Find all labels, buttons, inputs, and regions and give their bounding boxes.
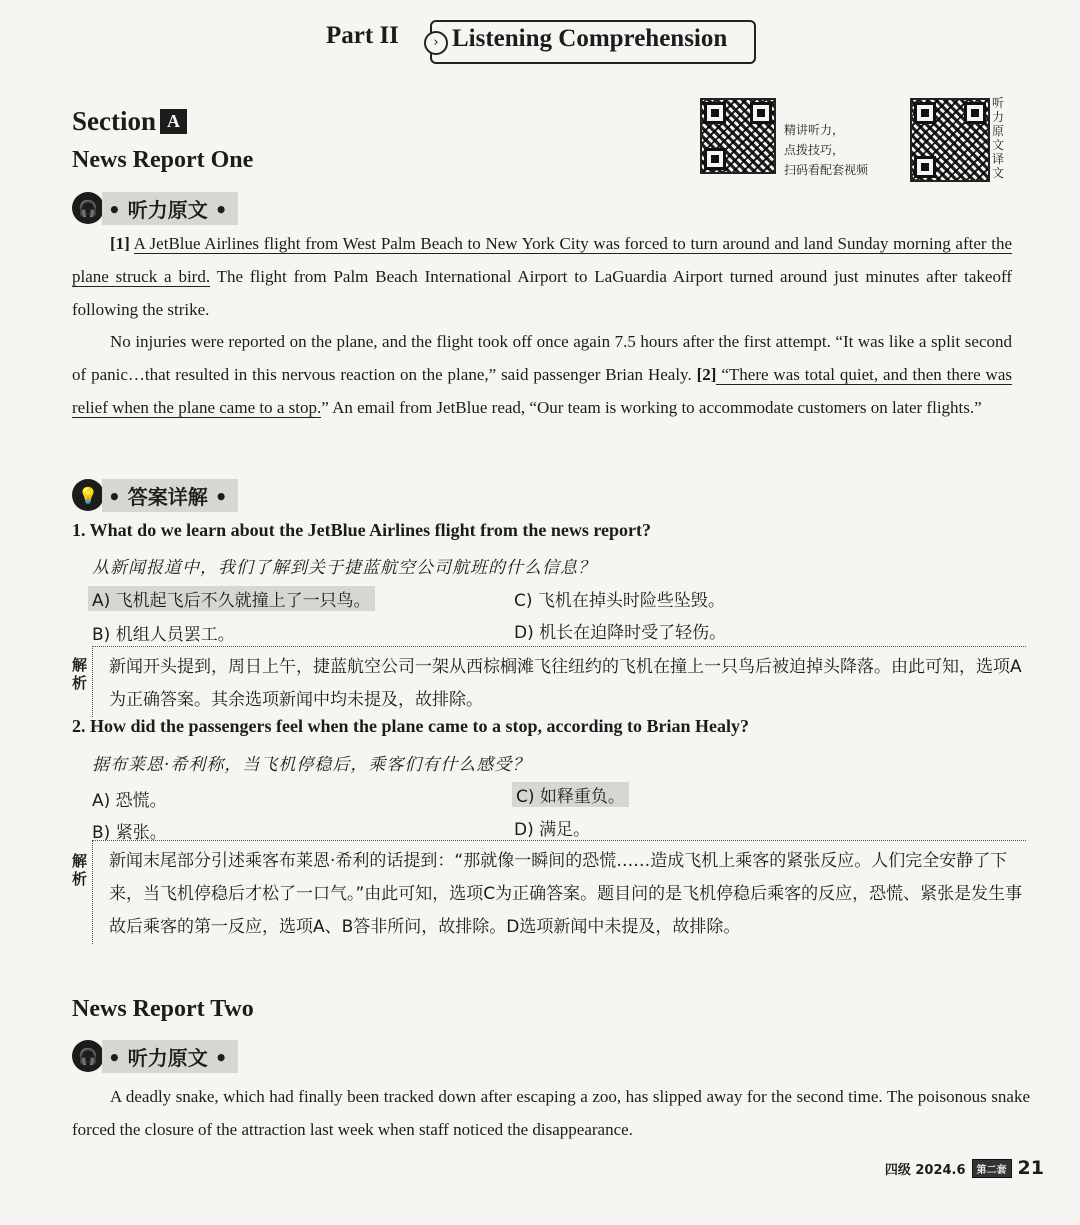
part-title: Listening Comprehension (452, 25, 728, 52)
issue-label: 四级 2024.6 (884, 1162, 966, 1178)
q2-option-a: A) 恐慌。 (92, 791, 167, 811)
question-1-translation: 从新闻报道中，我们了解到关于捷蓝航空公司航班的什么信息？ (92, 558, 596, 578)
qr-code-translation[interactable] (910, 98, 990, 182)
headphones-icon: 🎧 (72, 192, 104, 224)
q1-option-c: C) 飞机在掉头时险些坠毁。 (514, 591, 725, 611)
qr-vertical-caption: 听力原文译文 (992, 96, 1005, 180)
answer-tag: 💡 • 答案详解 • (72, 477, 238, 513)
transcript-paragraph-1: [1] A JetBlue Airlines flight from West Palm Beach to New York City was forced to turn around and land Sunday morning after the plane struck a bird. The flight from Palm Beach International Airport to LaGuardia Airport turned around just minutes after takeoff following the strike. (72, 234, 1012, 319)
qr-code-video[interactable] (700, 98, 776, 174)
section-label: Section (72, 106, 156, 136)
part-label: Part II (326, 22, 399, 49)
q1-option-a: A) 飞机起飞后不久就撞上了一只鸟。 (88, 586, 375, 611)
underlined-answer-1: A JetBlue Airlines flight from West Palm Beach to New York City was forced to turn around and land Sunday morning after the plane struck a bird. (72, 234, 1012, 286)
q1-analysis: 新闻开头提到，周日上午，捷蓝航空公司一架从西棕榈滩飞往纽约的飞机在撞上一只鸟后被迫掉头降落。由此可知，选项A为正确答案。其余选项新闻中均未提及，故排除。 (92, 646, 1026, 717)
transcript-tag: 🎧 • 听力原文 • (72, 190, 238, 226)
transcript-paragraph-2: No injuries were reported on the plane, and the flight took off once again 7.5 hours after the first attempt. “It was like a split second of panic…that resulted in this nervous reaction on the plane,” said passenger Brian Healy. [2] “There was total quiet, and then there was relief when the plane came to a stop.” An email from JetBlue read, “Our team is working to accommodate customers on later flights.” (72, 332, 1012, 417)
q1-option-b: B) 机组人员罢工。 (92, 625, 235, 645)
page-number: 21 (1017, 1157, 1044, 1179)
q1-option-d: D) 机长在迫降时受了轻伤。 (514, 623, 727, 643)
headphones-icon: 🎧 (72, 1040, 104, 1072)
underlined-answer-2: “There was total quiet, and then there was relief when the plane came to a stop. (72, 365, 1012, 417)
section-letter: A (160, 109, 187, 134)
arrow-circle-icon: › (424, 31, 448, 55)
q1-analysis-label: 解析 (72, 656, 88, 692)
q2-option-d: D) 满足。 (514, 820, 591, 840)
report-one-title: News Report One (72, 147, 254, 173)
question-2-translation: 据布莱恩·希利称，当飞机停稳后，乘客们有什么感受？ (92, 755, 531, 775)
transcript-tag-2: 🎧 • 听力原文 • (72, 1038, 238, 1074)
section-heading (72, 106, 187, 137)
page-footer (885, 1157, 1044, 1179)
q2-option-c: C) 如释重负。 (512, 782, 629, 807)
report-two-paragraph: A deadly snake, which had finally been tracked down after escaping a zoo, has slipped away for the second time. The poisonous snake forced the closure of the attraction last week when staff noticed the disappearance. (72, 1087, 1030, 1139)
q2-analysis: 新闻末尾部分引述乘客布莱恩·希利的话提到：“那就像一瞬间的恐慌……造成飞机上乘客的紧张反应。人们完全安静了下来，当飞机停稳后才松了一口气。”由此可知，选项C为正确答案。题目问的是飞机停稳后乘客的反应，恐慌、紧张是发生事故后乘客的第一反应，选项A、B答非所问，故排除。D选项新闻中未提及，故排除。 (92, 840, 1026, 944)
set-badge: 第二套 (972, 1159, 1012, 1178)
question-1: 1. What do we learn about the JetBlue Airlines flight from the news report? (72, 520, 651, 540)
lightbulb-icon: 💡 (72, 479, 104, 511)
q2-option-b: B) 紧张。 (92, 823, 167, 843)
qr-caption: 精讲听力， 点拨技巧， 扫码看配套视频 (784, 123, 869, 177)
report-two-title: News Report Two (72, 996, 254, 1022)
question-2: 2. How did the passengers feel when the plane came to a stop, according to Brian Healy? (72, 716, 749, 736)
q2-analysis-label: 解析 (72, 852, 88, 888)
